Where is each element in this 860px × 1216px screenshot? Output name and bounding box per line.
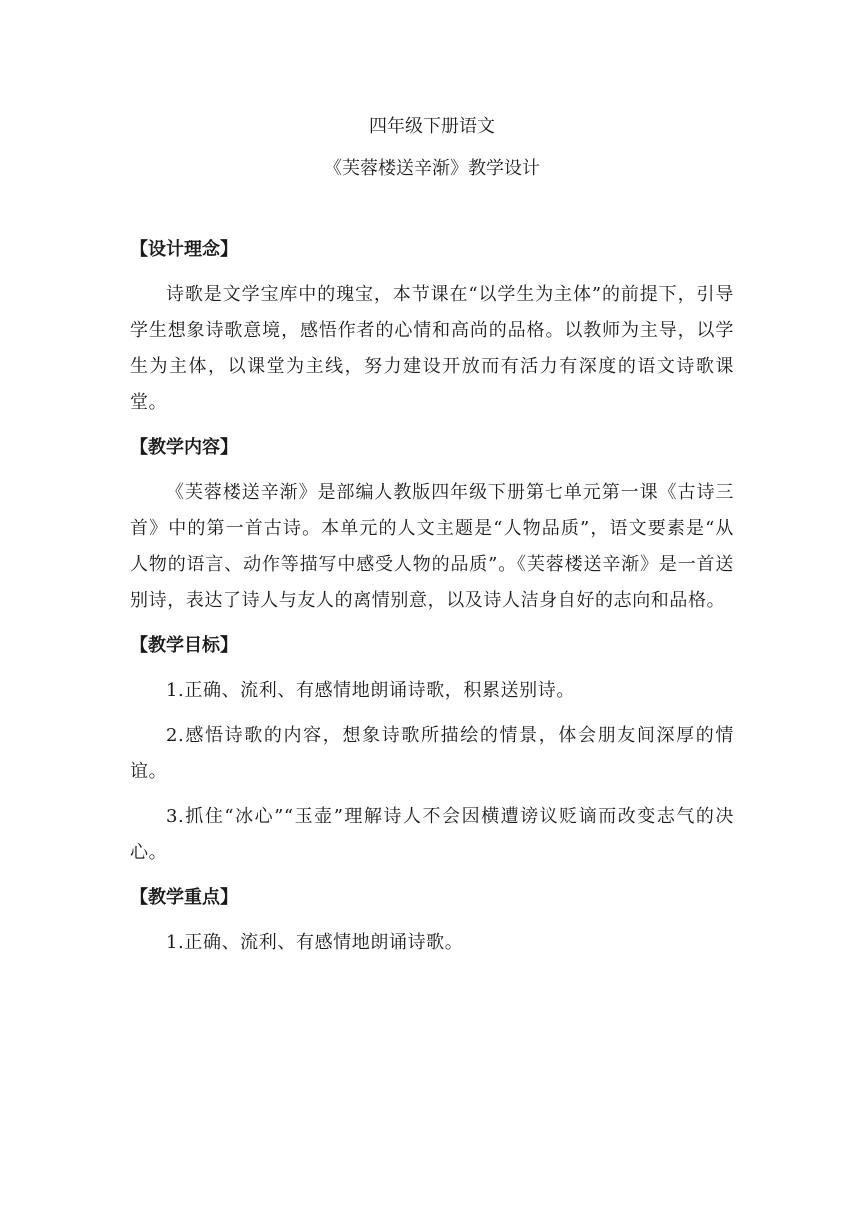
section-gap — [130, 466, 734, 475]
heading-teaching-focus: 【教学重点】 — [130, 887, 238, 908]
section-gap — [130, 664, 734, 673]
section-gap — [130, 709, 734, 718]
title-spacer — [130, 178, 734, 232]
section-gap — [130, 916, 734, 925]
section-gap — [130, 790, 734, 799]
focus-item-1: 1.正确、流利、有感情地朗诵诗歌。 — [166, 932, 464, 953]
heading-teaching-goals: 【教学目标】 — [130, 635, 238, 656]
document-title-grade: 四年级下册语文 — [369, 116, 495, 137]
goal-item-1: 1.正确、流利、有感情地朗诵诗歌，积累送别诗。 — [166, 680, 575, 701]
paragraph-design-concept: 诗歌是文学宝库中的瑰宝，本节课在“以学生为主体”的前提下，引导学生想象诗歌意境，感悟作者的心情和高尚的品格。以教师为主导，以学生为主体，以课堂为主线，努力建设开放而有活力有深度的语文诗歌课堂。 — [130, 284, 734, 413]
heading-design-concept: 【设计理念】 — [130, 239, 238, 260]
section-gap — [130, 268, 734, 277]
heading-teaching-content: 【教学内容】 — [130, 437, 238, 458]
goal-item-2: 2.感悟诗歌的内容，想象诗歌所描绘的情景，体会朋友间深厚的情谊。 — [130, 725, 734, 782]
section-gap — [130, 619, 734, 628]
section-gap — [130, 421, 734, 430]
document-title-lesson: 《芙蓉楼送辛渐》教学设计 — [324, 158, 540, 179]
section-gap — [130, 871, 734, 880]
paragraph-teaching-content: 《芙蓉楼送辛渐》是部编人教版四年级下册第七单元第一课《古诗三首》中的第一首古诗。本单元的人文主题是“人物品质”，语文要素是“从人物的语言、动作等描写中感受人物的品质”。《芙蓉楼送辛渐》是一首送别诗，表达了诗人与友人的离情别意，以及诗人洁身自好的志向和品格。 — [130, 482, 734, 611]
goal-item-3: 3.抓住“冰心”“玉壶”理解诗人不会因横遭谤议贬谪而改变志气的决心。 — [130, 806, 734, 863]
